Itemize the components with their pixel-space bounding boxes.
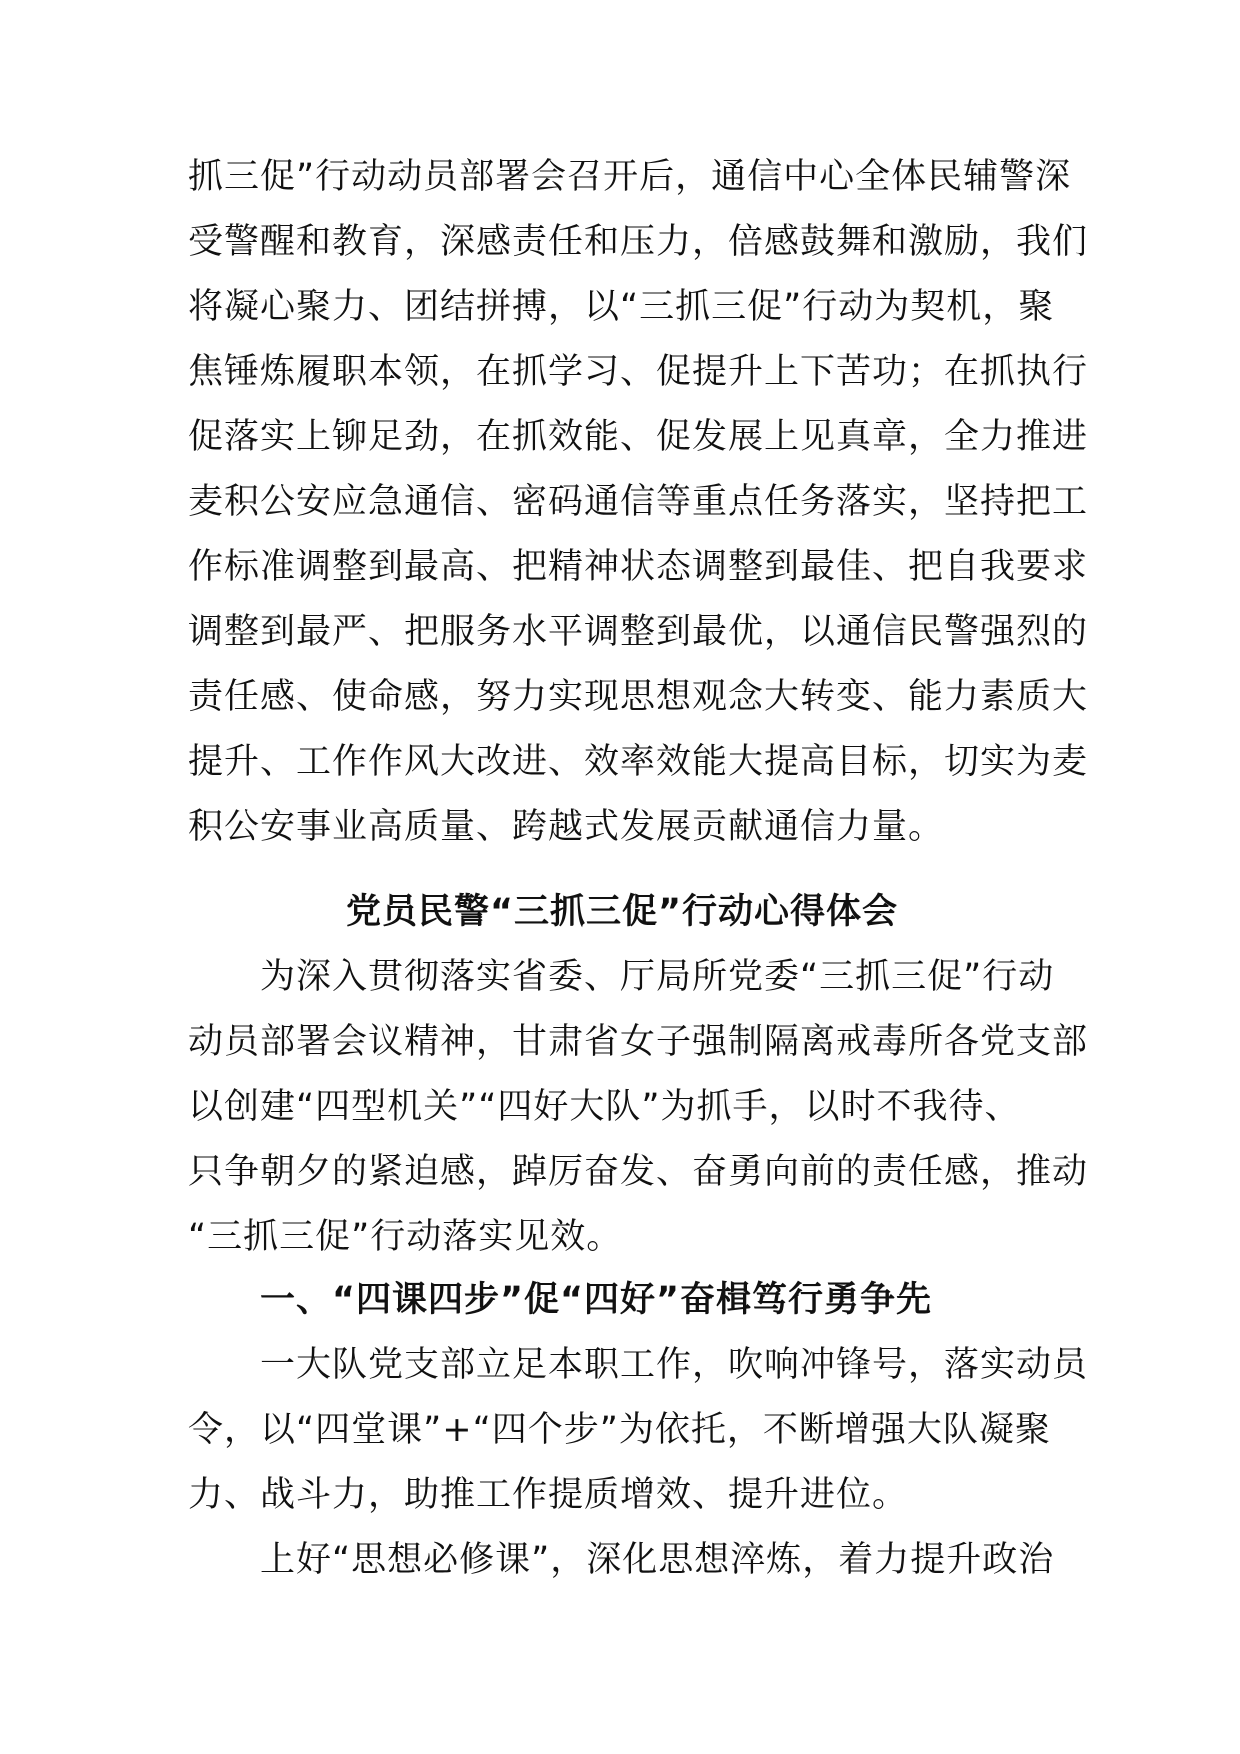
paragraph-line: 动员部署会议精神，甘肃省女子强制隔离戒毒所各党支部 <box>188 1022 1089 1062</box>
article-title <box>188 880 1056 945</box>
paragraph-line: 一大队党支部立足本职工作，吹响冲锋号，落实动员 <box>188 1345 1089 1385</box>
paragraph-line: 积公安事业高质量、跨越式发展贡献通信力量。 <box>188 807 945 847</box>
paragraph-3 <box>188 1333 1089 1528</box>
paragraph-2 <box>188 945 1089 1270</box>
paragraph-line: 焦锤炼履职本领，在抓学习、促提升上下苦功；在抓执行 <box>188 352 1089 392</box>
paragraph-line: 只争朝夕的紧迫感，踔厉奋发、奋勇向前的责任感，推动 <box>188 1152 1089 1192</box>
paragraph-line: 抓三促”行动动员部署会召开后，通信中心全体民辅警深 <box>188 157 1072 197</box>
paragraph-line: 令，以“四堂课”+“四个步”为依托，不断增强大队凝聚 <box>188 1410 1051 1450</box>
section-1-heading <box>188 1268 1056 1333</box>
paragraph-line: 将凝心聚力、团结拼搏，以“三抓三促”行动为契机，聚 <box>188 287 1055 327</box>
intro-paragraph <box>188 145 1089 860</box>
paragraph-line: 调整到最严、把服务水平调整到最优，以通信民警强烈的 <box>188 612 1089 652</box>
paragraph-4 <box>188 1528 1056 1593</box>
paragraph-line: 责任感、使命感，努力实现思想观念大转变、能力素质大 <box>188 677 1089 717</box>
paragraph-line: 作标准调整到最高、把精神状态调整到最佳、把自我要求 <box>188 547 1089 587</box>
paragraph-line: 为深入贯彻落实省委、厅局所党委“三抓三促”行动 <box>188 957 1055 997</box>
paragraph-line: 力、战斗力，助推工作提质增效、提升进位。 <box>188 1475 909 1515</box>
paragraph-line: “三抓三促”行动落实见效。 <box>188 1217 623 1257</box>
paragraph-line: 受警醒和教育，深感责任和压力，倍感鼓舞和激励，我们 <box>188 222 1089 262</box>
paragraph-line: 以创建“四型机关”“四好大队”为抓手，以时不我待、 <box>188 1087 1021 1127</box>
paragraph-line: 促落实上铆足劲，在抓效能、促发展上见真章，全力推进 <box>188 417 1089 457</box>
paragraph-line: 上好“思想必修课”，深化思想淬炼，着力提升政治 <box>188 1540 1055 1580</box>
paragraph-line: 提升、工作作风大改进、效率效能大提高目标，切实为麦 <box>188 742 1089 782</box>
article-title-text: 党员民警“三抓三促”行动心得体会 <box>345 892 898 932</box>
section-heading-text: 一、“四课四步”促“四好”奋楫笃行勇争先 <box>188 1280 933 1320</box>
paragraph-line: 麦积公安应急通信、密码通信等重点任务落实，坚持把工 <box>188 482 1089 522</box>
